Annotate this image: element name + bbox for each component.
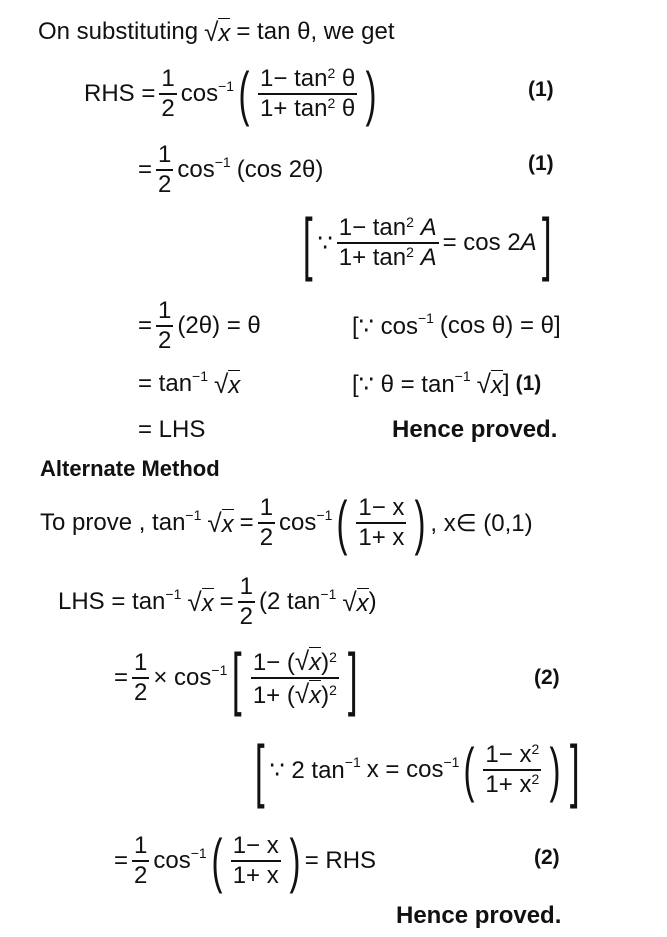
step-rhs: = $\frac{1}{2}$ cos $^{-1}$ ( 1− x 1+ x ) = RHS bbox=[114, 827, 377, 894]
intro-text: On substituting bbox=[38, 18, 199, 45]
alternate-method-heading: Alternate Method bbox=[40, 456, 220, 481]
sqrtx-fraction: 1− ( √ x )$^2$ 1+ ( √ x )$^2$ bbox=[252, 646, 337, 709]
eq-rhs: = RHS bbox=[304, 847, 377, 874]
mark-2a: (2) bbox=[534, 666, 560, 689]
to-prove-line: To prove , tan $^{-1}$ √ x = $\frac{1}{2}$ cos $^{-1}$ ( 1− x 1+ x ) , x∈ (0,1) bbox=[40, 489, 533, 556]
hint-identity: [ ∵ $\frac{1- \tan^2 A}{1+ \tan^2 A}$ = cos 2 A ] bbox=[302, 204, 552, 282]
half-fraction: $\frac{1}{2}$ bbox=[161, 65, 175, 122]
mark-1c: (1) bbox=[515, 372, 542, 395]
hence-proved-1: Hence proved. bbox=[392, 416, 558, 443]
cos2theta: (cos 2θ) bbox=[236, 156, 324, 183]
intro-line bbox=[38, 14, 394, 50]
half-fraction: $\frac{1}{2}$ bbox=[158, 141, 172, 198]
identity-fraction: $\frac{1- \tan^2 A}{1+ \tan^2 A}$ bbox=[338, 214, 437, 271]
hint-cos-inv: [∵ cos $^{-1}$ (cos θ) = θ] bbox=[352, 310, 561, 340]
because-sign: ∵ bbox=[317, 229, 333, 257]
step-cos2theta: = $\frac{1}{2}$ cos $^{-1}$ (cos 2θ) bbox=[138, 141, 324, 198]
cos-text: cos bbox=[180, 80, 219, 107]
mark-1a: (1) bbox=[528, 78, 554, 101]
rhs-line: RHS = $\frac{1}{2}$ cos $^{-1}$ ( $1- \tan^2 \theta$ $1+ \tan^2 \theta$ ) bbox=[84, 60, 377, 127]
eq-lhs: = LHS bbox=[138, 416, 206, 443]
sqrt-x: √ x bbox=[204, 16, 231, 47]
mark-1b: (1) bbox=[528, 152, 554, 175]
two-theta: (2θ) = θ bbox=[177, 312, 261, 339]
step-tan-inv: = tan $^{-1}$ √ x bbox=[138, 368, 241, 399]
x-fraction: 1− x 1+ x bbox=[358, 494, 405, 551]
step-lhs bbox=[138, 412, 205, 448]
intro-text-2: = tan θ, we get bbox=[236, 18, 395, 45]
hence-proved-2: Hence proved. bbox=[396, 902, 562, 929]
rhs-label: RHS = bbox=[84, 80, 156, 107]
eq: = bbox=[138, 156, 153, 183]
eq: = bbox=[138, 312, 153, 339]
cos-text: cos bbox=[177, 156, 215, 183]
cos2A-text: = cos 2 bbox=[442, 229, 521, 256]
mark-2b: (2) bbox=[534, 846, 560, 869]
step-times-cos: = $\frac{1}{2}$ × cos $^{-1}$ [ 1− ( √ x )$^2$ 1+ ( √ x )$^2$ ] bbox=[114, 639, 358, 717]
tan-fraction: $1- \tan^2 \theta$ $1+ \tan^2 \theta$ bbox=[260, 65, 356, 122]
lhs-alt-line: LHS = tan $^{-1}$ √ x = $\frac{1}{2}$ (2 tan $^{-1}$ √ x ) bbox=[58, 573, 377, 630]
hint-double-tan: [ ∵ 2 tan $^{-1}$ x = cos $^{-1}$ ( $1- x^2$ $1+ x^2$ ) ] bbox=[254, 731, 580, 809]
domain-text: , x∈ (0,1) bbox=[430, 509, 533, 537]
tan-inv-text: = tan bbox=[138, 370, 193, 397]
half-fraction: $\frac{1}{2}$ bbox=[158, 297, 172, 354]
hint-theta-tan: [∵ θ = tan $^{-1}$ √ x ] (1) bbox=[352, 368, 542, 399]
step-theta bbox=[138, 296, 261, 356]
